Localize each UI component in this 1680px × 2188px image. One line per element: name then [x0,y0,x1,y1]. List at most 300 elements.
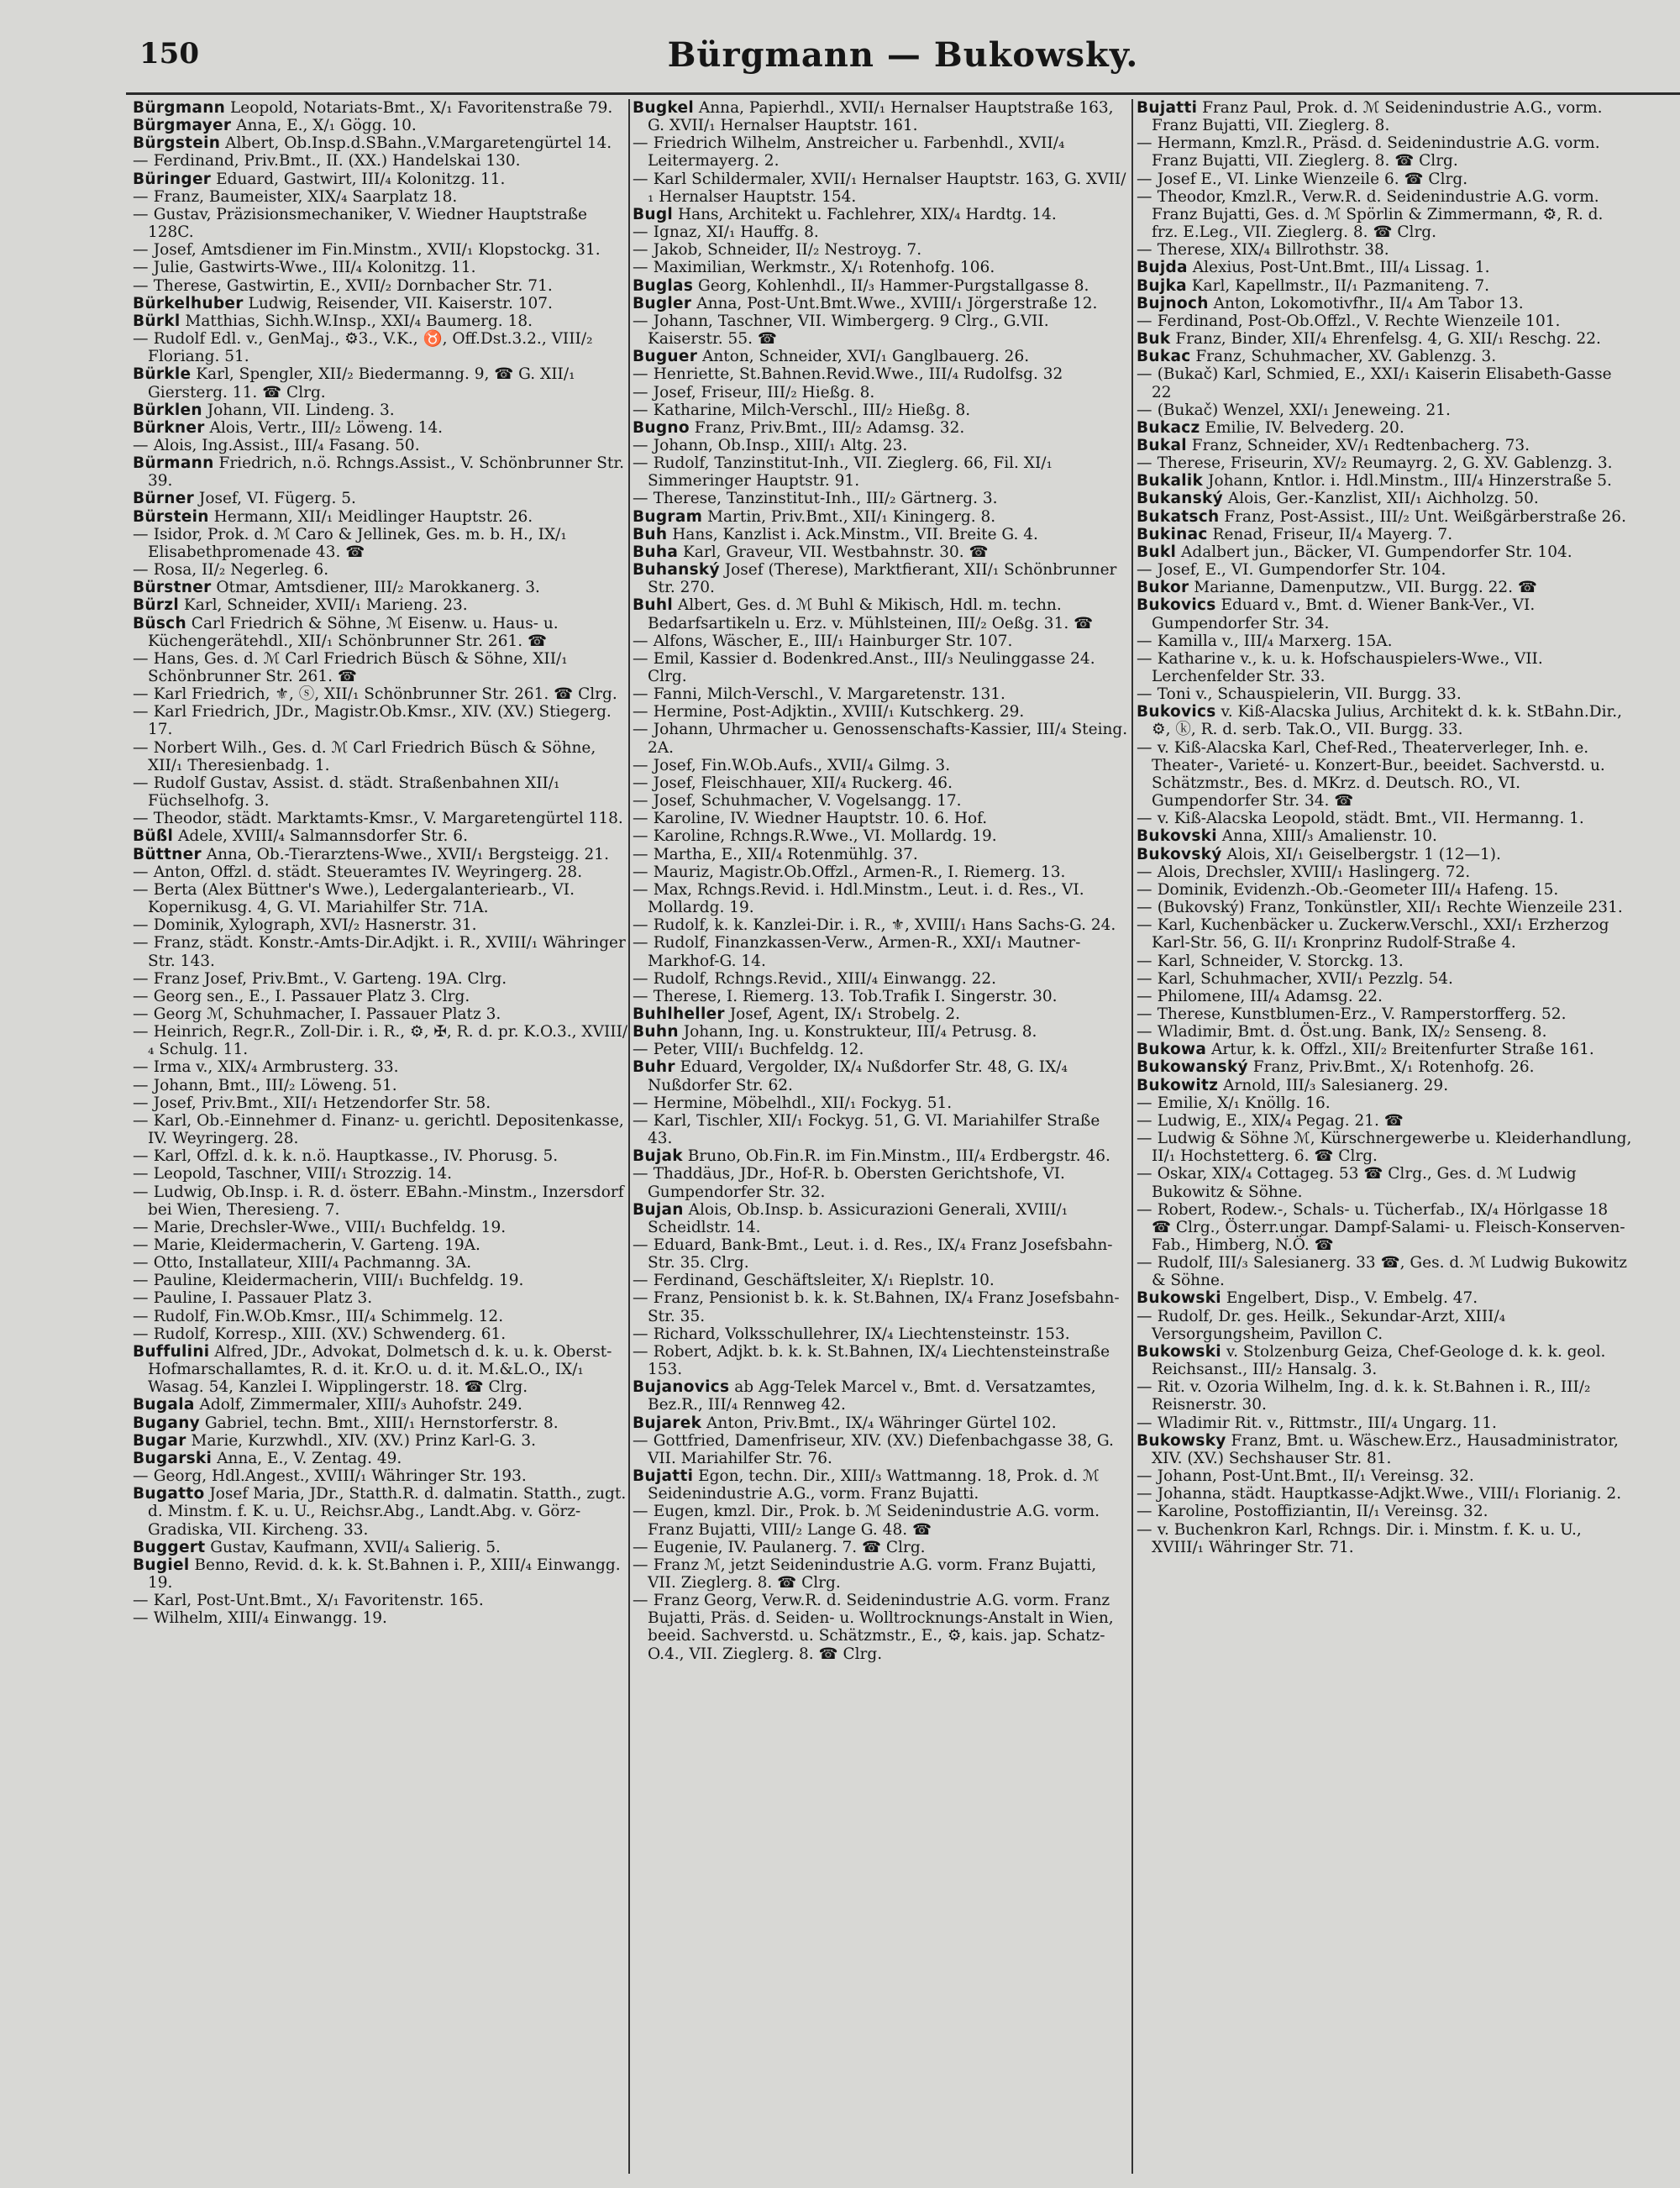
entry-details: Therese, Kunstblumen-Erz., V. Ramperstorfferg. 52. [1152,1005,1567,1023]
directory-entry [133,1112,628,1147]
entry-details: Karl Friedrich, ⚜, ⓢ, XII/₁ Schönbrunner Str. 261. ☎ Clrg. [148,685,617,704]
page-header [126,17,1680,101]
directory-entry [1137,312,1632,330]
directory-entry [1137,632,1632,650]
directory-entry [133,1023,628,1058]
directory-entry [1137,1165,1632,1200]
entry-details: Hermine, Post-Adjktin., XVIII/₁ Kutschkerg. 29. [648,703,1025,721]
entry-surname: — [633,1325,648,1343]
entry-details: Karoline, IV. Wiedner Hauptstr. 10. 6. Hof. [648,810,988,828]
entry-surname: — [1137,1130,1152,1148]
entry-surname: — [133,703,149,721]
directory-entry [133,703,628,738]
directory-entry [633,171,1128,206]
directory-entry [133,171,628,188]
entry-details: Johann, Kntlor. i. Hdl.Minstm., III/₄ Hinzerstraße 5. [1203,472,1612,491]
directory-entry [133,437,628,454]
entry-details: Karoline, Postoffiziantin, II/₁ Vereinsg. 32. [1152,1503,1488,1521]
entry-details: Franz, städt. Konstr.-Amts-Dir.Adjkt. i. R., XVIII/₁ Währinger Str. 143. [148,934,626,970]
directory-entry [633,1503,1128,1538]
entry-surname: — [1137,1520,1152,1539]
entry-surname: Bürmann [133,454,214,473]
entry-details: Wilhelm, XIII/₄ Einwangg. 19. [148,1609,387,1628]
entry-surname: — [133,987,149,1005]
directory-entry [1137,579,1632,596]
entry-details: Karl, Schuhmacher, XVII/₁ Pezzlg. 54. [1152,969,1453,988]
directory-entry [1137,365,1632,401]
entry-surname: Bukinac [1137,525,1208,543]
entry-surname: — [133,525,149,543]
entry-details: Anna, XIII/₃ Amalienstr. 10. [1216,827,1437,846]
directory-entry [633,1147,1128,1165]
directory-entry [1137,827,1632,845]
entry-details: Karl Friedrich, JDr., Magistr.Ob.Kmsr., XIV. (XV.) Stiegerg. 17. [148,703,612,739]
directory-entry [633,863,1128,881]
directory-entry [633,596,1128,632]
directory-entry [1137,970,1632,988]
entry-details: Georg sen., E., I. Passauer Platz 3. Clrg. [148,987,470,1005]
entry-details: Anna, Post-Unt.Bmt.Wwe., XVIII/₁ Jörgerstraße 12. [691,294,1098,312]
entry-surname: — [633,1538,648,1556]
entry-surname: — [633,969,648,988]
entry-details: Eduard, Bank-Bmt., Leut. i. d. Res., IX/₄ Franz Josefsbahn-Str. 35. Clrg. [648,1236,1113,1272]
entry-surname: — [1137,134,1152,153]
entry-surname: — [1137,916,1152,935]
entry-details: Anna, Papierhdl., XVII/₁ Hernalser Hauptstraße 163, G. XVII/₁ Hernalser Hauptstr. 161. [648,99,1114,135]
entry-surname: Bukanský [1137,490,1224,508]
directory-entry [133,401,628,419]
entry-surname: — [133,1467,149,1486]
directory-entry [633,1432,1128,1467]
entry-surname: — [1137,738,1152,757]
entry-surname: — [1137,454,1152,473]
directory-entry [1137,1130,1632,1165]
directory-entry [1137,134,1632,170]
entry-details: Alfred, JDr., Advokat, Dolmetsch d. k. u. k. Oberst-Hofmarschallamtes, R. d. it. Kr.O. u. d. it. M.&L.O., IX/₁ Wasag. 54, Kanzlei I. Wipplingerstr. 18. ☎ Clrg. [148,1342,612,1397]
entry-surname: — [633,916,648,935]
directory-entry [633,721,1128,756]
entry-details: Josef, Fleischhauer, XII/₄ Ruckerg. 46. [648,774,953,792]
directory-entry [633,1201,1128,1236]
entry-details: Leopold, Taschner, VIII/₁ Strozzig. 14. [148,1165,453,1183]
entry-surname: — [633,436,648,454]
entry-details: Leopold, Notariats-Bmt., X/₁ Favoritenstraße 79. [225,99,613,117]
entry-surname: — [633,827,648,846]
entry-details: Martha, E., XII/₄ Rotenmühlg. 37. [648,845,918,863]
entry-surname: Bürkner [133,418,205,437]
entry-surname: Bugiel [133,1556,190,1574]
entry-details: v. Stolzenburg Geiza, Chef-Geologe d. k. k. geol. Reichsanst., III/₂ Hansalg. 3. [1152,1342,1606,1379]
entry-surname: Bürgmayer [133,117,232,135]
directory-entry [133,277,628,295]
directory-entry [633,632,1128,650]
entry-details: Norbert Wilh., Ges. d. ℳ Carl Friedrich Büsch & Söhne, XII/₁ Theresienbadg. 1. [148,738,596,774]
directory-entry [133,1005,628,1023]
entry-surname: — [633,845,648,863]
entry-surname: — [133,1609,149,1628]
directory-entry [633,508,1128,526]
entry-details: Rudolf, Tanzinstitut-Inh., VII. Zieglerg. 66, Fil. XI/₁ Simmeringer Hauptstr. 91. [648,454,1053,491]
entry-details: Alois, Drechsler, XVIII/₁ Haslingerg. 72. [1152,863,1471,881]
entry-surname: Buhlheller [633,1005,725,1023]
entry-details: Franz, Pensionist b. k. k. St.Bahnen, IX/₄ Franz Josefsbahn-Str. 35. [648,1289,1120,1325]
entry-details: Ludwig, Reisender, VII. Kaiserstr. 107. [243,294,553,312]
entry-surname: — [133,1272,149,1290]
entry-details: Gabriel, techn. Bmt., XIII/₁ Hernstorferstr. 8. [200,1414,559,1432]
entry-surname: — [133,738,149,757]
directory-entry [1137,988,1632,1005]
entry-details: Rudolf, k. k. Kanzlei-Dir. i. R., ⚜, XVIII/₁ Hans Sachs-G. 24. [648,916,1116,935]
entry-details: Marie, Kurzwhdl., XIV. (XV.) Prinz Karl-G. 3. [186,1431,537,1450]
entry-details: Ludwig, E., XIX/₄ Pegag. 21. ☎ [1152,1111,1404,1130]
directory-entry [133,1147,628,1165]
entry-details: Kamilla v., III/₄ Marxerg. 15A. [1152,632,1393,650]
directory-entry [133,1254,628,1272]
column-divider [1131,99,1133,2174]
entry-surname: — [1137,1094,1152,1112]
page-title: Bürgmann — Bukowsky. [667,35,1139,75]
entry-surname: Bukowitz [1137,1076,1219,1094]
directory-entry [1137,437,1632,454]
directory-entry [633,1094,1128,1112]
entry-surname: — [1137,561,1152,580]
entry-surname: Bugno [633,418,690,437]
entry-details: Dominik, Xylograph, XVI/₂ Hasnerstr. 31. [148,916,477,935]
entry-details: Therese, Friseurin, XV/₂ Reumayrg. 2, G. XV. Gablenzg. 3. [1152,454,1613,473]
directory-entry [633,1005,1128,1023]
directory-entry [633,543,1128,561]
entry-details: Emil, Kassier d. Bodenkred.Anst., III/₃ Neulinggasse 24. Clrg. [648,649,1095,685]
directory-entry [133,970,628,988]
entry-details: Alois, XI/₁ Geiselbergstr. 1 (12—1). [1221,845,1501,863]
directory-entry [133,206,628,241]
entry-surname: — [1137,810,1152,828]
entry-details: Josef, E., VI. Gumpendorfer Str. 104. [1152,561,1446,580]
entry-surname: — [133,810,149,828]
entry-details: Georg, Hdl.Angest., XVIII/₁ Währinger Str. 193. [148,1467,527,1486]
entry-surname: Bujka [1137,276,1187,295]
entry-surname: — [1137,1254,1152,1272]
directory-entry [1137,810,1632,827]
entry-details: (Bukač) Karl, Schmied, E., XXI/₁ Kaiserin Elisabeth-Gasse 22 [1152,365,1612,401]
entry-details: Gustav, Präzisionsmechaniker, V. Wiedner Hauptstraße 128C. [148,205,587,242]
entry-surname: — [633,259,648,277]
entry-details: Alois, Ing.Assist., III/₄ Fasang. 50. [148,436,420,454]
entry-details: Eduard, Vergolder, IX/₄ Nußdorfer Str. 48, G. IX/₄ Nußdorfer Str. 62. [648,1058,1068,1094]
directory-entry [1137,703,1632,738]
entry-details: Karl, Kuchenbäcker u. Zuckerw.Verschl., XXI/₁ Erzherzog Karl-Str. 56, G. II/₁ Kronprinz Rudolf-Straße 4. [1152,916,1609,952]
directory-entry [133,774,628,810]
entry-surname: — [133,1058,149,1077]
entry-details: Rosa, II/₂ Negerleg. 6. [148,561,329,580]
entry-details: Franz Paul, Prok. d. ℳ Seidenindustrie A.G., vorm. Franz Bujatti, VII. Zieglerg. 8. [1152,99,1603,135]
entry-details: Hans, Architekt u. Fachlehrer, XIX/₄ Hardtg. 14. [673,205,1057,223]
entry-surname: — [1137,632,1152,650]
entry-surname: Buffulini [133,1342,210,1361]
directory-entry [633,988,1128,1005]
directory-entry [1137,650,1632,685]
entry-details: Karl Schildermaler, XVII/₁ Hernalser Hauptstr. 163, G. XVII/₁ Hernalser Hauptstr. 154. [648,170,1126,206]
entry-surname: — [1137,1485,1152,1503]
entry-surname: — [133,1183,149,1201]
entry-details: Albert, Ob.Insp.d.SBahn.,V.Margaretengürtel 14. [220,134,612,153]
entry-surname: Buggert [133,1538,206,1556]
entry-surname: — [133,934,149,952]
entry-surname: — [633,401,648,419]
entry-surname: — [633,490,648,508]
directory-entry [133,1219,628,1236]
entry-surname: — [1137,401,1152,419]
entry-details: Josef Maria, JDr., Statth.R. d. dalmatin. Statth., zugt. d. Minstm. f. K. u. U., Reichsr.Abg., Landt.Abg. v. Görz-Gradiska, VII. Kircheng. 33. [148,1485,627,1539]
entry-details: Matthias, Sichh.W.Insp., XXI/₄ Baumerg. 18. [180,312,533,330]
entry-surname: Bukowski [1137,1342,1221,1361]
entry-details: Anton, Priv.Bmt., IX/₄ Währinger Gürtel 102. [701,1414,1057,1432]
entry-surname: — [633,1236,648,1254]
directory-entry [633,1414,1128,1432]
entry-surname: — [633,987,648,1005]
directory-entry [1137,1308,1632,1343]
entry-surname: Bürstein [133,507,209,526]
entry-surname: — [1137,1378,1152,1397]
entry-surname: Bukowsky [1137,1431,1226,1450]
entry-surname: Bugatto [133,1485,205,1503]
directory-entry [633,810,1128,827]
entry-surname: — [133,1005,149,1023]
directory-entry [1137,561,1632,579]
directory-entry [133,685,628,703]
entry-details: Hans, Ges. d. ℳ Carl Friedrich Büsch & Söhne, XII/₁ Schönbrunner Str. 261. ☎ [148,649,568,685]
entry-details: Josef, Agent, IX/₁ Strobelg. 2. [724,1005,961,1023]
entry-details: Rudolf, Dr. ges. Heilk., Sekundar-Arzt, XIII/₄ Versorgungsheim, Pavillon C. [1152,1307,1506,1343]
directory-entry [133,1592,628,1609]
entry-details: Franz, Binder, XII/₄ Ehrenfelsg. 4, G. XII/₁ Reschg. 22. [1170,330,1601,349]
directory-entry [133,454,628,490]
entry-surname: Büßl [133,827,174,846]
directory-entry [633,1343,1128,1378]
entry-details: Thaddäus, JDr., Hof-R. b. Obersten Gerichtshofe, VI. Gumpendorfer Str. 32. [648,1165,1065,1201]
directory-entry [133,1289,628,1307]
directory-entry [133,810,628,827]
entry-surname: Bukatsch [1137,507,1220,526]
directory-entry [633,348,1128,365]
entry-surname: Bugkel [633,99,695,117]
entry-surname: Bujanovics [633,1378,730,1397]
directory-entry [133,827,628,845]
entry-surname: — [1137,365,1152,384]
directory-entry [633,1165,1128,1200]
directory-entry [133,1343,628,1396]
entry-details: Johann, Taschner, VII. Wimbergerg. 9 Clrg., G.VII. Kaiserstr. 55. ☎ [648,312,1049,349]
entry-details: Josef, Friseur, III/₂ Hießg. 8. [648,383,875,401]
directory-entry [133,259,628,276]
entry-surname: — [1137,170,1152,188]
directory-entry [633,881,1128,916]
directory-entry [633,384,1128,401]
entry-surname: — [1137,685,1152,704]
entry-details: Albert, Ges. d. ℳ Buhl & Mikisch, Hdl. m. techn. Bedarfsartikeln u. Erz. v. Mühlsteinen, III/₂ Oeßg. 31. ☎ [648,596,1094,632]
entry-details: Therese, Gastwirtin, E., XVII/₂ Dornbacher Str. 71. [148,276,553,295]
directory-entry [133,1467,628,1485]
entry-surname: — [133,1094,149,1112]
entry-details: Johann, VII. Lindeng. 3. [202,401,395,419]
directory-entry [133,1450,628,1467]
entry-details: Marie, Kleidermacherin, V. Garteng. 19A. [148,1236,480,1254]
entry-surname: — [133,685,149,704]
entry-details: Ferdinand, Post-Ob.Offzl., V. Rechte Wienzeile 101. [1152,312,1561,330]
entry-surname: — [633,1272,648,1290]
directory-entry [1137,241,1632,259]
entry-details: Artur, k. k. Offzl., XII/₂ Breitenfurter Straße 161. [1206,1041,1594,1059]
entry-surname: — [1137,880,1152,899]
entry-surname: Bujatti [1137,99,1198,117]
entry-surname: — [1137,952,1152,970]
directory-entry [633,277,1128,295]
directory-entry [1137,1521,1632,1556]
entry-surname: Buglas [633,276,694,295]
directory-entry [633,295,1128,312]
entry-surname: Buha [633,543,679,561]
directory-entry [1137,1201,1632,1254]
entry-details: Katharine, Milch-Verschl., III/₂ Hießg. 8. [648,401,971,419]
directory-entry [633,206,1128,223]
entry-surname: — [633,721,648,739]
directory-entry [133,312,628,330]
entry-details: Anna, E., V. Zentag. 49. [212,1449,402,1467]
directory-entry [1137,401,1632,419]
entry-details: Ferdinand, Priv.Bmt., II. (XX.) Handelskai 130. [148,152,521,171]
entry-details: Franz, Schuhmacher, XV. Gablenzg. 3. [1190,348,1497,366]
directory-entry [633,401,1128,419]
entry-surname: — [133,436,149,454]
entry-details: Karl, Offzl. d. k. k. n.ö. Hauptkasse., IV. Phorusg. 5. [148,1147,559,1166]
entry-surname: — [633,1431,648,1450]
entry-surname: — [133,1254,149,1272]
entry-details: Otto, Installateur, XIII/₄ Pachmanng. 3A. [148,1254,472,1272]
entry-surname: — [633,223,648,242]
entry-surname: — [1137,1414,1152,1432]
entry-details: Hermann, XII/₁ Meidlinger Hauptstr. 26. [208,507,533,526]
directory-entry [1137,846,1632,863]
directory-entry [133,330,628,365]
directory-entry [1137,739,1632,811]
entry-details: Rudolf, Fin.W.Ob.Kmsr., III/₄ Schimmelg. 12. [148,1307,504,1325]
entry-surname: Bukal [1137,436,1187,454]
entry-details: Emilie, IV. Belvederg. 20. [1200,418,1404,437]
entry-surname: — [133,969,149,988]
entry-details: Emilie, X/₁ Knöllg. 16. [1152,1094,1331,1112]
entry-details: Alexius, Post-Unt.Bmt., III/₄ Lissag. 1. [1187,259,1490,277]
entry-details: Fanni, Milch-Verschl., V. Margaretenstr. 131. [648,685,1005,704]
entry-details: Maximilian, Werkmstr., X/₁ Rotenhofg. 106. [648,259,995,277]
entry-surname: — [633,1503,648,1521]
entry-surname: — [633,454,648,473]
directory-entry [133,596,628,614]
entry-surname: — [133,276,149,295]
entry-details: Katharine v., k. u. k. Hofschauspielers-Wwe., VII. Lerchenfelder Str. 33. [1152,649,1543,685]
entry-details: Bruno, Ob.Fin.R. im Fin.Minstm., III/₄ Erdbergstr. 46. [682,1147,1110,1166]
directory-entry [1137,171,1632,188]
entry-details: Eugen, kmzl. Dir., Prok. b. ℳ Seidenindustrie A.G. vorm. Franz Bujatti, VIII/₂ Lange G. 48. ☎ [648,1503,1100,1539]
entry-surname: Bukalik [1137,472,1204,491]
directory-entry [133,1077,628,1094]
directory-entry [133,988,628,1005]
directory-entry [1137,1343,1632,1378]
entry-surname: Bujak [633,1147,683,1166]
entry-details: Anton, Lokomotivfhr., II/₄ Am Tabor 13. [1208,294,1524,312]
directory-entry [1137,348,1632,365]
entry-details: Georg ℳ, Schuhmacher, I. Passauer Platz 3. [148,1005,501,1023]
directory-entry [633,1058,1128,1094]
entry-surname: — [133,1289,149,1308]
entry-details: (Bukač) Wenzel, XXI/₁ Jeneweing. 21. [1152,401,1451,419]
entry-surname: — [633,1592,648,1610]
entry-details: Dominik, Evidenzh.-Ob.-Geometer III/₄ Hafeng. 15. [1152,880,1559,899]
entry-details: Julie, Gastwirts-Wwe., III/₄ Kolonitzg. 11. [148,259,476,277]
directory-entry [133,188,628,206]
entry-details: Josef E., VI. Linke Wienzeile 6. ☎ Clrg. [1152,170,1468,188]
directory-entry [633,99,1128,134]
entry-details: ab Agg-Telek Marcel v., Bmt. d. Versatzamtes, Bez.R., III/₄ Rennweg 42. [648,1378,1096,1414]
entry-details: Eugenie, IV. Paulanerg. 7. ☎ Clrg. [648,1538,926,1556]
entry-surname: — [1137,863,1152,881]
entry-details: Rudolf, Finanzkassen-Verw., Armen-R., XXI/₁ Mautner-Markhof-G. 14. [648,934,1081,970]
entry-surname: Bugl [633,205,674,223]
directory-entry [633,1112,1128,1147]
directory-entry [1137,1094,1632,1112]
directory-entry [133,934,628,969]
entry-surname: — [133,1076,149,1094]
entry-details: v. Kiß-Alacska Karl, Chef-Red., Theaterverleger, Inh. e. Theater-, Varieté- u. Konzert-Bur., beeidet. Sachverstd. u. Schätzmstr., Bes. d. MKrz. d. Deutsch. RO., VI. Gumpendorfer Str. 34. ☎ [1152,738,1605,811]
entry-details: Josef, Schuhmacher, V. Vogelsangg. 17. [648,792,962,811]
directory-entry [633,827,1128,845]
directory-entry [133,1556,628,1592]
entry-surname: Bugany [133,1414,201,1432]
entry-surname: — [133,187,149,206]
entry-surname: — [133,863,149,881]
entry-details: Karl, Schneider, V. Storckg. 13. [1152,952,1404,970]
directory-entry [633,1289,1128,1325]
entry-details: Karl, Tischler, XII/₁ Fockyg. 51, G. VI. Mariahilfer Straße 43. [648,1111,1100,1148]
directory-entry [133,615,628,650]
directory-entry [1137,1467,1632,1485]
entry-surname: Buhn [633,1023,679,1042]
entry-details: Johanna, städt. Hauptkasse-Adjkt.Wwe., VIII/₁ Florianig. 2. [1152,1485,1622,1503]
entry-details: Josef, Priv.Bmt., XII/₁ Hetzendorfer Str. 58. [148,1094,491,1112]
directory-entry [1137,863,1632,881]
entry-details: Rudolf Edl. v., GenMaj., ⚙3., V.K., ♉, Off.Dst.3.2., VIII/₂ Floriang. 51. [148,330,593,366]
entry-details: Johann, Uhrmacher u. Genossenschafts-Kassier, III/₄ Steing. 2A. [648,721,1128,757]
entry-surname: Bürkl [133,312,181,330]
entry-surname: — [1137,649,1152,668]
entry-details: Josef, Fin.W.Ob.Aufs., XVII/₄ Gilmg. 3. [648,756,951,774]
entry-details: Franz, Baumeister, XIX/₄ Saarplatz 18. [148,187,458,206]
entry-surname: Bürkelhuber [133,294,244,312]
directory-entry [133,1165,628,1183]
entry-surname: Bujan [633,1200,684,1219]
entry-details: Carl Friedrich & Söhne, ℳ Eisenw. u. Haus- u. Küchengerätehdl., XII/₁ Schönbrunner Str. 261. ☎ [148,614,559,650]
directory-entry [633,134,1128,170]
entry-details: Alois, Ob.Insp. b. Assicurazioni Generali, XVIII/₁ Scheidlstr. 14. [648,1200,1068,1236]
directory-entry [1137,508,1632,526]
entry-surname: — [133,1325,149,1343]
entry-surname: Bukovics [1137,596,1216,615]
entry-details: Egon, techn. Dir., XIII/₃ Wattmanng. 18, Prok. d. ℳ Seidenindustrie A.G., vorm. Franz Bujatti. [648,1467,1100,1503]
directory-entry [133,881,628,916]
entry-surname: Bürklen [133,401,202,419]
entry-surname: — [633,880,648,899]
entry-surname: — [133,241,149,260]
entry-details: Peter, VIII/₁ Buchfeldg. 12. [648,1041,864,1059]
